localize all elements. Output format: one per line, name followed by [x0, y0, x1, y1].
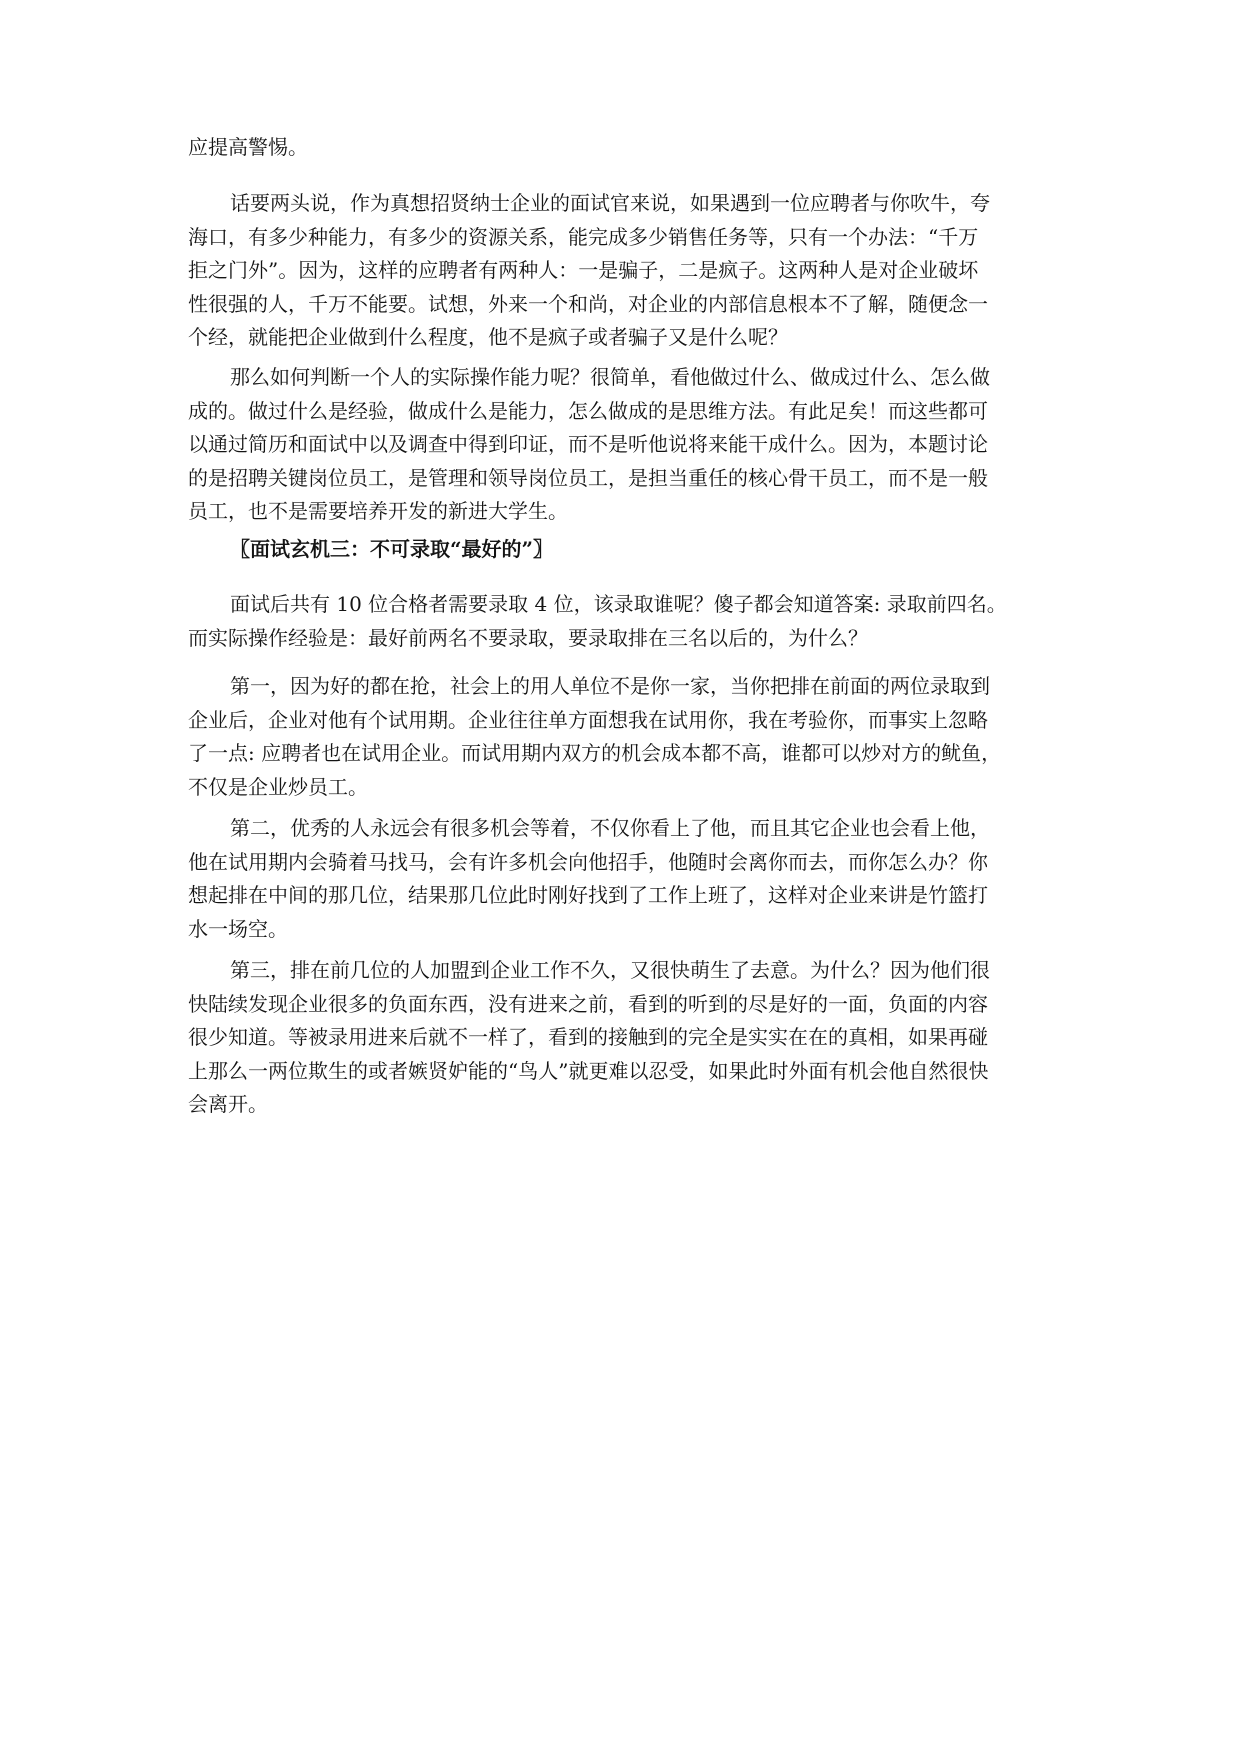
text-line: 水一场空。 — [188, 916, 288, 941]
text-line: 企业后，企业对他有个试用期。企业往往单方面想我在试用你，我在考验你，而事实上忽略 — [188, 707, 988, 732]
text-line: 话要两头说，作为真想招贤纳士企业的面试官来说，如果遇到一位应聘者与你吹牛，夸 — [230, 191, 990, 215]
text-line: 的是招聘关键岗位员工，是管理和领导岗位员工，是担当重任的核心骨干员工，而不是一般 — [188, 465, 988, 490]
text-line: 应提高警惕。 — [188, 135, 308, 159]
paragraph-first-reason — [188, 670, 1054, 804]
paragraph-continuation — [188, 131, 1054, 165]
text-line: 成的。做过什么是经验，做成什么是能力，怎么做成的是思维方法。有此足矣！而这些都可 — [188, 398, 988, 423]
text-line: 那么如何判断一个人的实际操作能力呢？很简单，看他做过什么、做成过什么、怎么做 — [230, 365, 990, 389]
text-line: 个经，就能把企业做到什么程度，他不是疯子或者骗子又是什么呢？ — [188, 325, 788, 349]
paragraph-interview-result — [188, 588, 1054, 655]
paragraph-bragging-applicants — [188, 187, 1054, 355]
text-line: 第一，因为好的都在抢，社会上的用人单位不是你一家，当你把排在前面的两位录取到 — [230, 674, 990, 698]
text-line: 会离开。 — [188, 1092, 268, 1116]
text-line: 很少知道。等被录用进来后就不一样了，看到的接触到的完全是实实在在的真相，如果再碰 — [188, 1025, 988, 1049]
text-line: 员工，也不是需要培养开发的新进大学生。 — [188, 499, 568, 523]
text-line: 以通过简历和面试中以及调查中得到印证，而不是听他说将来能干成什么。因为，本题讨论 — [188, 432, 988, 456]
section-heading-text: 〖面试玄机三：不可录取“最好的”〗 — [230, 537, 554, 561]
text-line: 上那么一两位欺生的或者嫉贤妒能的“鸟人”就更难以忍受，如果此时外面有机会他自然很快 — [188, 1058, 989, 1083]
text-line: 了一点: 应聘者也在试用企业。而试用期内双方的机会成本都不高，谁都可以炒对方的鱿鱼， — [188, 741, 1002, 765]
paragraph-third-reason — [188, 954, 1054, 1122]
text-line: 想起排在中间的那几位，结果那几位此时刚好找到了工作上班了，这样对企业来讲是竹篮打 — [188, 883, 988, 907]
section-heading — [188, 533, 1054, 567]
text-line: 快陆续发现企业很多的负面东西，没有进来之前，看到的听到的尽是好的一面，负面的内容 — [188, 991, 988, 1016]
text-line: 海口，有多少种能力，有多少的资源关系，能完成多少销售任务等，只有一个办法：“千万 — [188, 224, 979, 249]
text-line: 性很强的人，千万不能要。试想，外来一个和尚，对企业的内部信息根本不了解，随便念一 — [188, 291, 988, 316]
text-line: 拒之门外”。因为，这样的应聘者有两种人：一是骗子，二是疯子。这两种人是对企业破坏 — [188, 258, 979, 282]
text-line: 第三，排在前几位的人加盟到企业工作不久，又很快萌生了去意。为什么？因为他们很 — [230, 958, 990, 982]
paragraph-second-reason — [188, 812, 1054, 946]
text-line: 第二，优秀的人永远会有很多机会等着，不仅你看上了他，而且其它企业也会看上他， — [230, 816, 990, 840]
text-line: 而实际操作经验是：最好前两名不要录取，要录取排在三名以后的，为什么？ — [188, 625, 868, 650]
paragraph-judging-ability — [188, 361, 1054, 529]
text-line: 面试后共有 10 位合格者需要录取 4 位，该录取谁呢？傻子都会知道答案: 录取前四名。 — [230, 592, 1007, 616]
text-line: 他在试用期内会骑着马找马，会有许多机会向他招手，他随时会离你而去，而你怎么办？你 — [188, 849, 988, 874]
text-line: 不仅是企业炒员工。 — [188, 774, 368, 799]
